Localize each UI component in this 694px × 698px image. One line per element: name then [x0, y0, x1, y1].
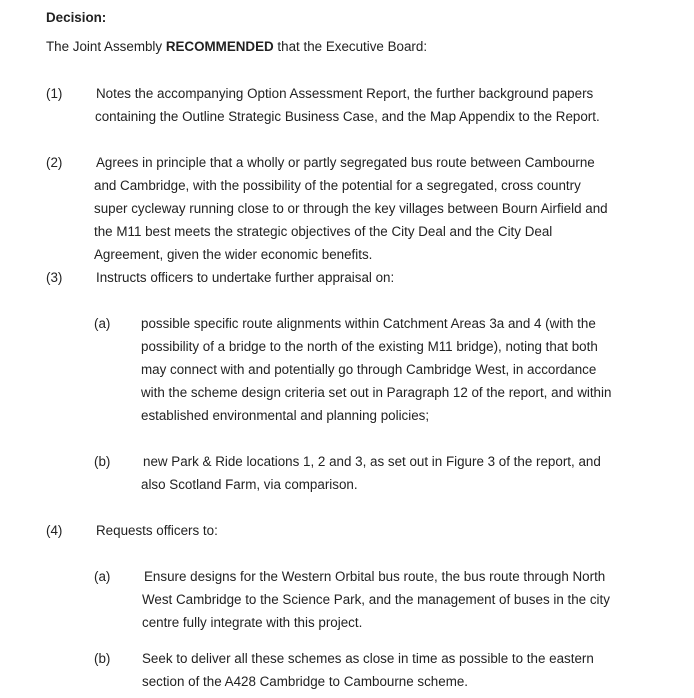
decision-heading: Decision:	[46, 10, 107, 25]
subitem-letter: (b)	[94, 651, 111, 666]
subitem-line: West Cambridge to the Science Park, and the management of buses in the city	[142, 592, 610, 607]
item-line: Agreement, given the wider economic benefits.	[94, 247, 373, 262]
subitem-letter: (a)	[94, 316, 111, 331]
subitem-line: with the scheme design criteria set out in Paragraph 12 of the report, and within	[141, 385, 612, 400]
item-line: containing the Outline Strategic Business Case, and the Map Appendix to the Report.	[95, 109, 600, 124]
subitem-line: new Park & Ride locations 1, 2 and 3, as set out in Figure 3 of the report, and	[143, 454, 601, 469]
subitem-line: centre fully integrate with this project.	[142, 615, 363, 630]
item-number: (3)	[46, 270, 63, 285]
item-line: the M11 best meets the strategic objectives of the City Deal and the City Deal	[94, 224, 553, 239]
subitem-line: may connect with and potentially go through Cambridge West, in accordance	[141, 362, 597, 377]
subitem-line: Seek to deliver all these schemes as close in time as possible to the eastern	[142, 651, 594, 666]
subitem-line: section of the A428 Cambridge to Cambourne scheme.	[142, 674, 469, 689]
subitem-line: also Scotland Farm, via comparison.	[141, 477, 358, 492]
subitem-letter: (b)	[94, 454, 111, 469]
subitem-line: possibility of a bridge to the north of the existing M11 bridge), noting that both	[141, 339, 598, 354]
item-line: Instructs officers to undertake further appraisal on:	[96, 270, 395, 285]
subitem-line: possible specific route alignments within Catchment Areas 3a and 4 (with the	[141, 316, 596, 331]
item-number: (4)	[46, 523, 63, 538]
item-line: Notes the accompanying Option Assessment Report, the further background papers	[96, 86, 594, 101]
item-number: (2)	[46, 155, 63, 170]
subitem-letter: (a)	[94, 569, 111, 584]
intro-text: The Joint Assembly	[46, 39, 166, 54]
item-number: (1)	[46, 86, 63, 101]
item-line: Agrees in principle that a wholly or partly segregated bus route between Cambourne	[96, 155, 595, 170]
item-line: super cycleway running close to or through the key villages between Bourn Airfield and	[94, 201, 608, 216]
intro-paragraph	[46, 35, 427, 58]
intro-text-end: that the Executive Board:	[273, 39, 428, 54]
subitem-line: established environmental and planning policies;	[141, 408, 430, 423]
item-line: and Cambridge, with the possibility of the potential for a segregated, cross country	[94, 178, 581, 193]
intro-bold-recommended: RECOMMENDED	[165, 39, 274, 54]
item-line: Requests officers to:	[96, 523, 218, 538]
subitem-line: Ensure designs for the Western Orbital bus route, the bus route through North	[144, 569, 606, 584]
